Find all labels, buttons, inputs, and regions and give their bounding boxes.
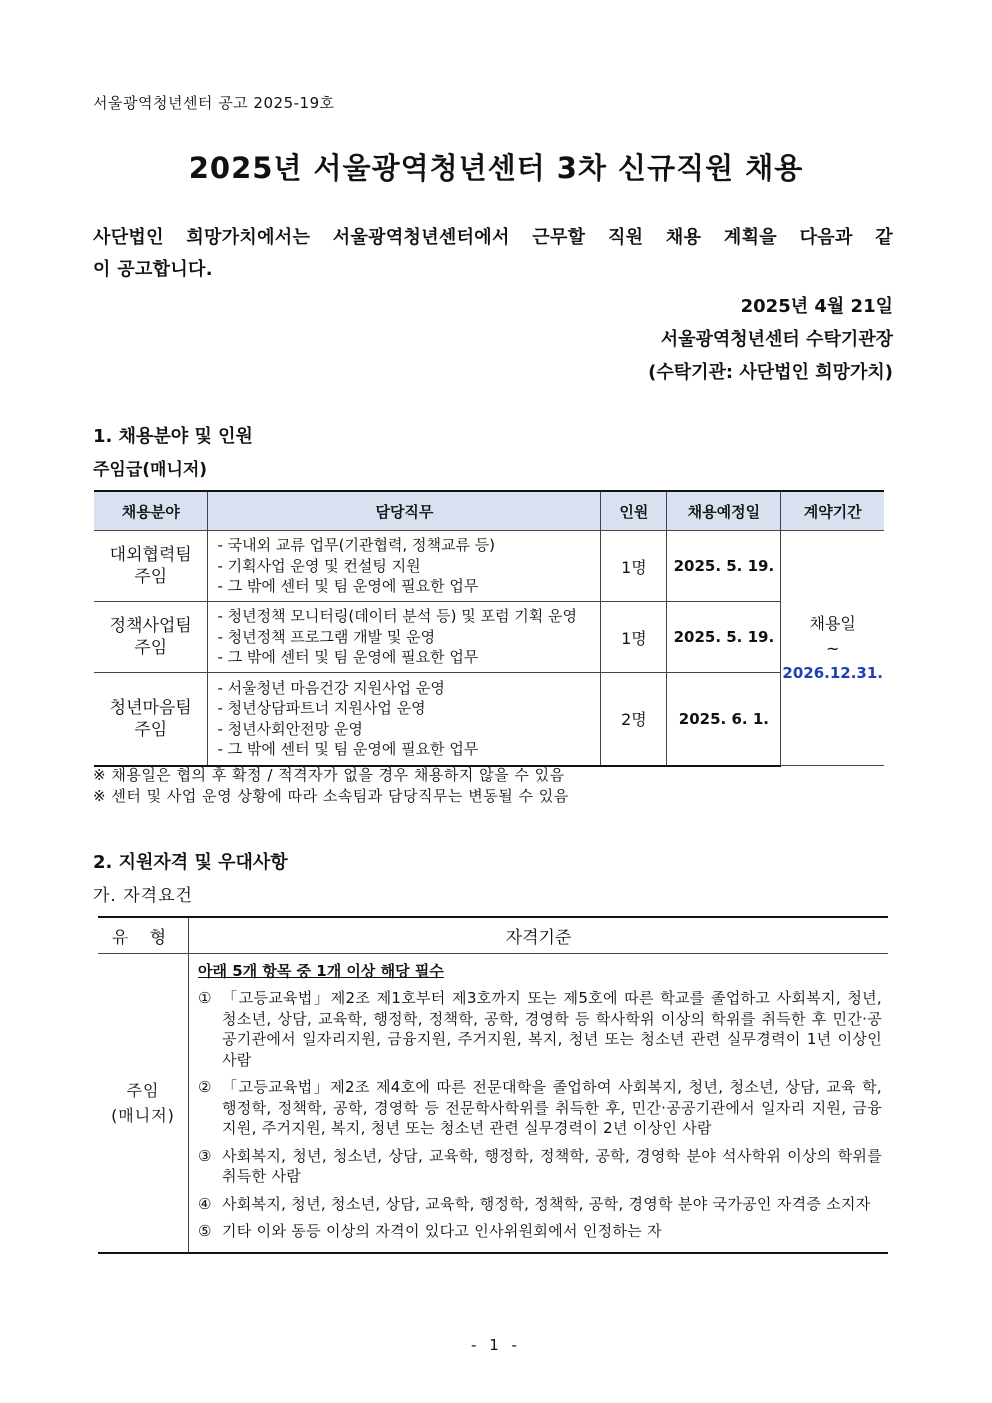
duty-item: - 청년정책 모니터링(데이터 분석 등) 및 포럼 기획 운영 <box>217 607 578 626</box>
column-header: 인원 <box>601 491 667 531</box>
issuer-sub: (수탁기관: 사단법인 희망가치) <box>648 362 893 383</box>
hire-date-cell: 2025. 5. 19. <box>667 602 781 673</box>
item-number: ① <box>198 989 212 1007</box>
section-2-subheading: 가. 자격요건 <box>93 886 193 906</box>
hire-date-cell: 2025. 6. 1. <box>667 673 781 766</box>
column-header: 채용분야 <box>94 491 208 531</box>
item-text: 사회복지, 청년, 청소년, 상담, 교육학, 행정학, 정책학, 공학, 경영학 분야 석사학위 이상의 학위를 취득한 사람 <box>222 1146 882 1185</box>
intro-word: 서울광역청년센터에서 <box>332 227 510 248</box>
headcount-cell: 2명 <box>601 673 667 766</box>
headcount-cell: 1명 <box>601 602 667 673</box>
criteria-item <box>198 988 882 1070</box>
table-row <box>94 673 884 766</box>
duty-item: - 청년정책 프로그램 개발 및 운영 <box>217 627 436 646</box>
item-number: ④ <box>198 1194 212 1213</box>
notice-date: 2025년 4월 21일 <box>740 296 893 317</box>
duty-item: - 그 밖에 센터 및 팀 운영에 필요한 업무 <box>217 577 479 596</box>
hire-date-cell: 2025. 5. 19. <box>667 531 781 602</box>
duty-item: - 그 밖에 센터 및 팀 운영에 필요한 업무 <box>217 648 479 667</box>
criteria-item <box>198 1146 882 1187</box>
criteria-item <box>198 1077 882 1139</box>
duty-cell <box>208 602 601 673</box>
criteria-cell <box>189 954 889 1253</box>
intro-word: 사단법인 <box>93 227 164 248</box>
field-cell <box>94 531 208 602</box>
duty-item: - 청년사회안전망 운영 <box>217 719 363 738</box>
table-header-row <box>98 917 888 954</box>
criteria-item <box>198 1221 882 1242</box>
field-name: 청년마음팀 <box>109 697 192 718</box>
note-line: ※ 센터 및 사업 운영 상황에 따라 소속팀과 담당직무는 변동될 수 있음 <box>93 787 569 805</box>
duty-item: - 국내외 교류 업무(기관협력, 정책교류 등) <box>217 536 496 555</box>
term-tilde: ~ <box>825 638 840 658</box>
page-number: - 1 - <box>471 1336 521 1354</box>
duty-cell <box>208 531 601 602</box>
intro-line-1 <box>93 222 893 254</box>
field-rank: 주임 <box>134 638 168 658</box>
table-row <box>94 602 884 673</box>
field-cell <box>94 602 208 673</box>
intro-paragraph <box>93 222 893 286</box>
page-title: 2025년 서울광역청년센터 3차 신규직원 채용 <box>188 151 804 185</box>
table-notes <box>93 765 569 807</box>
type-cell <box>98 954 189 1253</box>
intro-word: 채용 <box>665 227 702 248</box>
field-name: 대외협력팀 <box>109 545 192 565</box>
table-row <box>98 954 888 1253</box>
field-rank: 주임 <box>134 567 168 587</box>
intro-word: 같 <box>875 227 893 248</box>
requirement-heading: 아래 5개 항목 중 1개 이상 해당 필수 <box>198 962 444 980</box>
column-header: 유 형 <box>98 917 189 954</box>
type-sub: (매니저) <box>111 1105 175 1125</box>
column-header: 담당직무 <box>208 491 601 531</box>
issuer-name: 서울광역청년센터 수탁기관장 <box>660 329 893 350</box>
table-row <box>94 531 884 602</box>
duty-item: - 그 밖에 센터 및 팀 운영에 필요한 업무 <box>217 740 479 759</box>
recruitment-table <box>94 490 884 767</box>
table-header-row <box>94 491 884 531</box>
note-line: ※ 채용일은 협의 후 확정 / 적격자가 없을 경우 채용하지 않을 수 있음 <box>93 766 565 784</box>
column-header: 계약기간 <box>781 491 884 531</box>
column-header: 채용예정일 <box>667 491 781 531</box>
duty-item: - 청년상담파트너 지원사업 운영 <box>217 699 426 718</box>
item-text: 사회복지, 청년, 청소년, 상담, 교육학, 행정학, 정책학, 공학, 경영학 분야 국가공인 자격증 소지자 <box>222 1194 871 1213</box>
contract-term-cell <box>781 531 884 766</box>
intro-line-2: 이 공고합니다. <box>93 259 213 280</box>
item-text: 「고등교육법」제2조 제4호에 따른 전문대학을 졸업하여 사회복지, 청년, 청소년, 상담, 교육 학, 행정학, 정책학, 공학, 경영학 등 전문학사학위를 취득한 후, 민간·공공기관에서 일자리 지원, 금융지원, 주거지원, 복지, 청년 또는 청소년 관련 실무경력이 2년 이상인 사람 <box>222 1078 882 1137</box>
intro-word: 직원 <box>607 227 644 248</box>
type-name: 주임 <box>126 1080 160 1100</box>
field-name: 정책사업팀 <box>109 616 192 636</box>
grade-label: 주임급(매니저) <box>93 460 208 480</box>
term-start: 채용일 <box>809 613 856 633</box>
item-text: 「고등교육법」제2조 제1호부터 제3호까지 또는 제5호에 따른 학교를 졸업하고 사회복지, 청년, 청소년, 상담, 교육학, 행정학, 정책학, 공학, 경영학 등 학사학위 이상의 학위를 취득한 후 민간·공공기관에서 일자리지원, 금융지원, 주거지원, 복지, 청년 또는 청소년 관련 실무경력이 1년 이상인 사람 <box>222 989 882 1069</box>
notice-number: 서울광역청년센터 공고 2025-19호 <box>93 94 335 112</box>
intro-word: 근무할 <box>532 227 586 248</box>
headcount-cell: 1명 <box>601 531 667 602</box>
section-2-heading: 2. 지원자격 및 우대사항 <box>93 852 288 873</box>
item-number: ② <box>198 1078 212 1096</box>
term-end: 2026.12.31. <box>782 663 883 682</box>
item-text: 기타 이와 동등 이상의 자격이 있다고 인사위원회에서 인정하는 자 <box>222 1222 662 1240</box>
criteria-item <box>198 1194 882 1215</box>
item-number: ⑤ <box>198 1222 212 1240</box>
section-1-heading: 1. 채용분야 및 인원 <box>93 426 253 447</box>
duty-item: - 서울청년 마음건강 지원사업 운영 <box>217 678 445 697</box>
column-header: 자격기준 <box>189 917 889 954</box>
qualification-table <box>98 916 888 1254</box>
duty-item: - 기획사업 운영 및 컨설팅 지원 <box>217 556 421 575</box>
field-cell <box>94 673 208 766</box>
duty-cell <box>208 673 601 766</box>
intro-word: 희망가치에서는 <box>186 227 311 248</box>
field-rank: 주임 <box>134 719 168 740</box>
item-number: ③ <box>198 1146 212 1165</box>
issuer-block <box>648 290 893 389</box>
intro-word: 다음과 <box>799 227 853 248</box>
intro-word: 계획을 <box>723 227 777 248</box>
